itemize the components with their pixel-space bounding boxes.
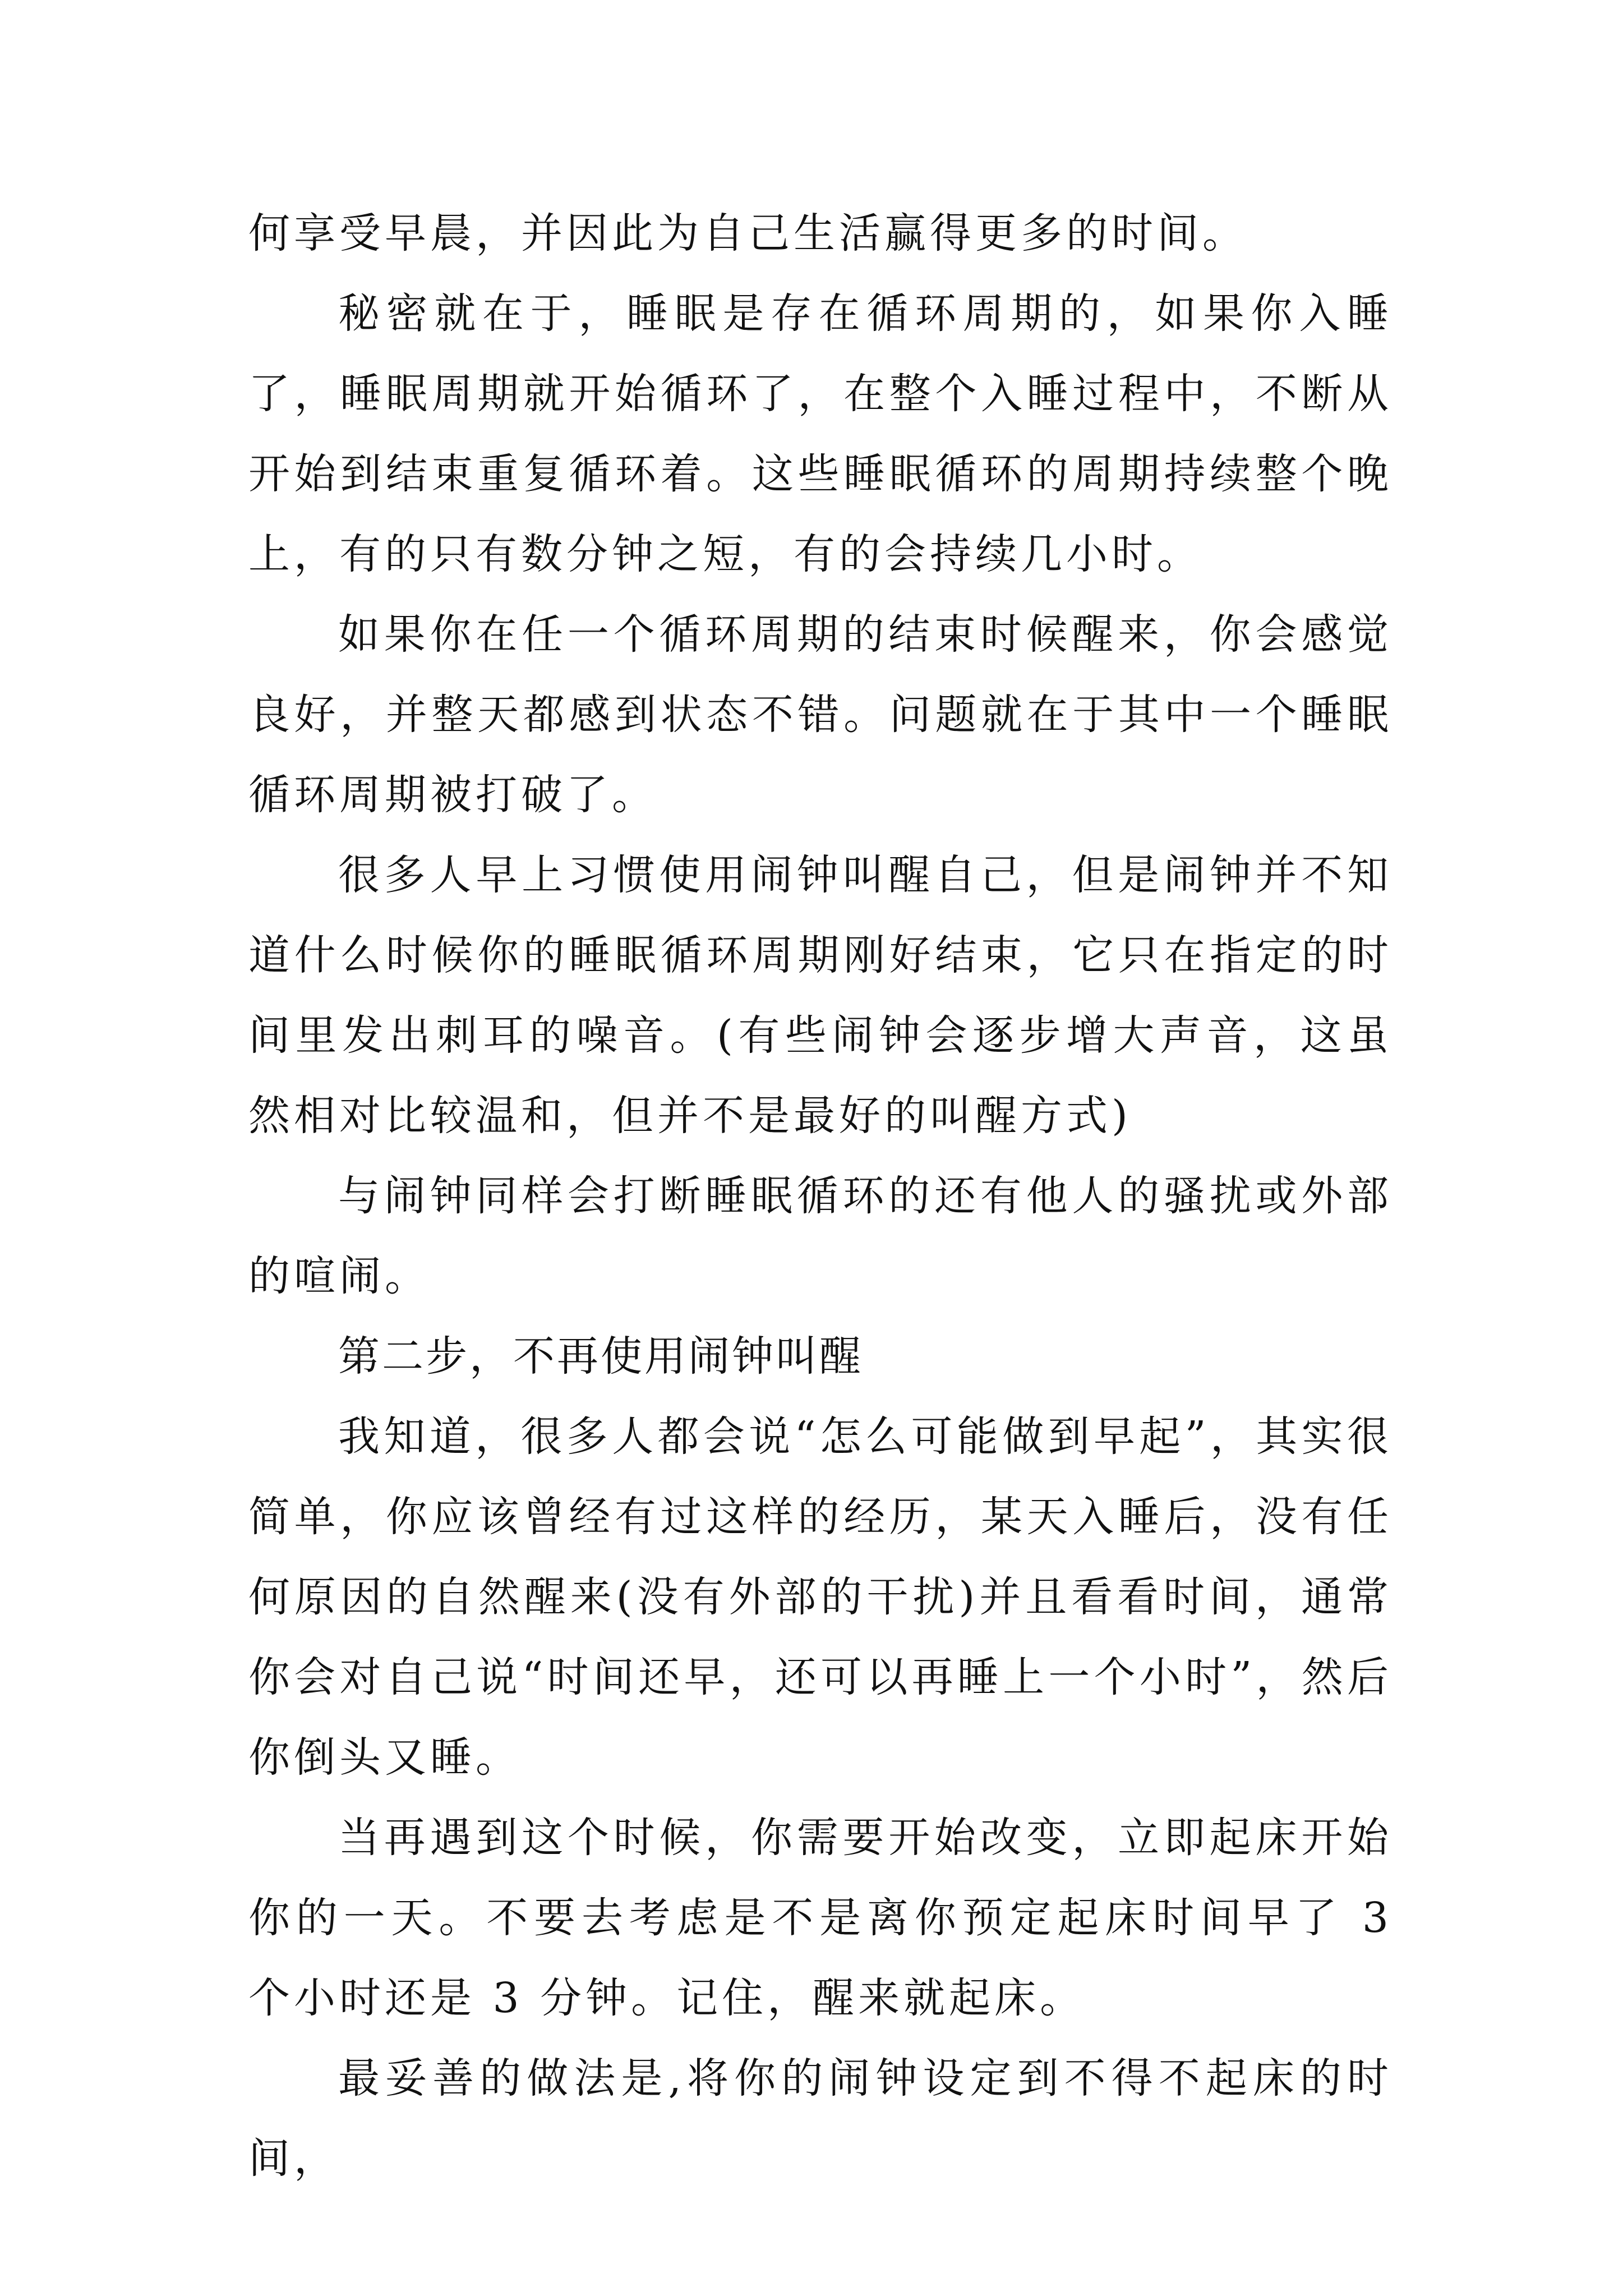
paragraph-alarm-setting-advice: 最妥善的做法是,将你的闹钟设定到不得不起床的时间，	[248, 2054, 1393, 2183]
paragraph-sleep-cycle-secret: 秘密就在于，睡眠是存在循环周期的，如果你入睡了，睡眠周期就开始循环了，在整个入睡过程中，不断从开始到结束重复循环着。这些睡眠循环的周期持续整个晚上，有的只有数分钟之短，有的会持续几小时。	[248, 289, 1393, 578]
section-heading-step-two: 第二步，不再使用闹钟叫醒	[338, 1332, 863, 1381]
document-body	[248, 194, 1393, 2199]
paragraph-external-disturbance: 与闹钟同样会打断睡眠循环的还有他人的骚扰或外部的喧闹。	[248, 1172, 1393, 1300]
paragraph-get-up-immediately: 当再遇到这个时候，你需要开始改变，立即起床开始你的一天。不要去考虑是不是离你预定起床时间早了 3 个小时还是 3 分钟。记住，醒来就起床。	[248, 1814, 1393, 2022]
paragraph-natural-waking: 我知道，很多人都会说“怎么可能做到早起”，其实很简单，你应该曾经有过这样的经历，某天入睡后，没有任何原因的自然醒来(没有外部的干扰)并且看看时间，通常你会对自己说“时间还早，还可以再睡上一个小时”，然后你倒头又睡。	[248, 1412, 1393, 1782]
paragraph-alarm-clock-problem: 很多人早上习惯使用闹钟叫醒自己，但是闹钟并不知道什么时候你的睡眠循环周期刚好结束，它只在指定的时间里发出刺耳的噪音。(有些闹钟会逐步增大声音，这虽然相对比较温和，但并不是最好的叫醒方式)	[248, 851, 1393, 1140]
paragraph-waking-at-cycle-end: 如果你在任一个循环周期的结束时候醒来，你会感觉良好，并整天都感到状态不错。问题就在于其中一个睡眠循环周期被打破了。	[248, 610, 1393, 819]
paragraph-continued: 何享受早晨，并因此为自己生活赢得更多的时间。	[248, 209, 1248, 257]
